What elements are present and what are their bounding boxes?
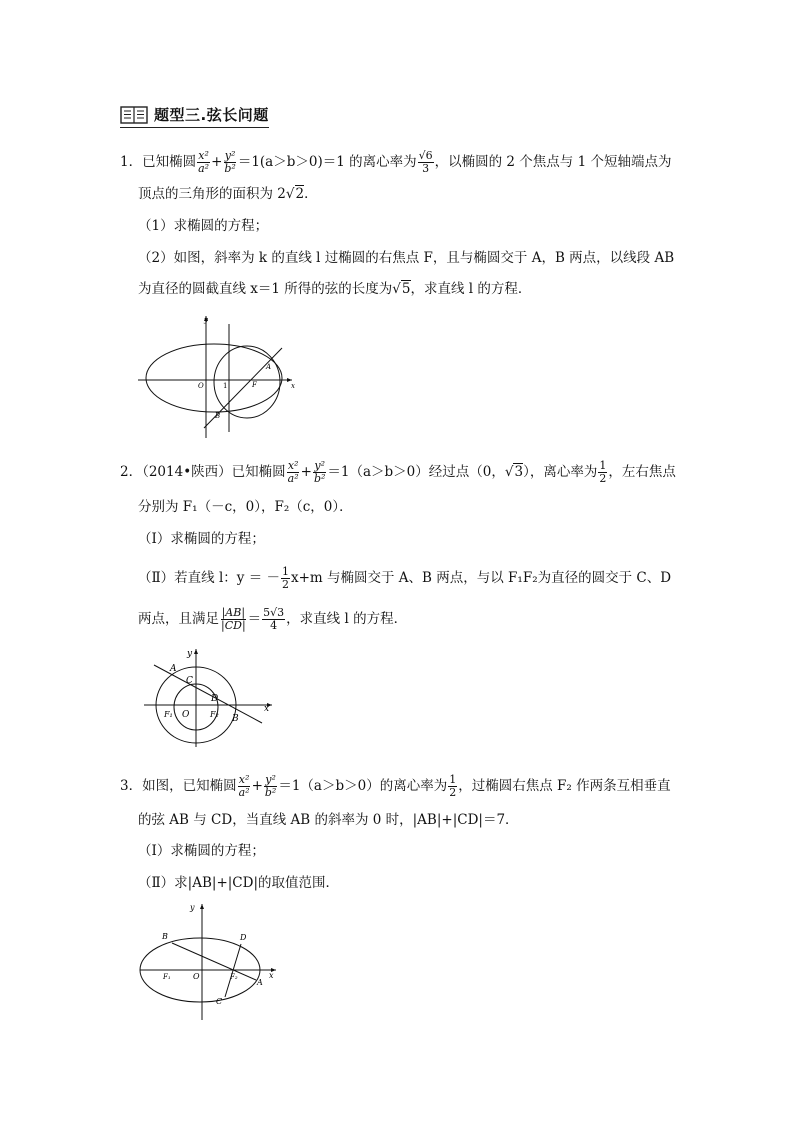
problem-text: （2014•陕西）已知椭圆 [142, 464, 286, 480]
fraction-numerator: 1 [282, 565, 289, 578]
problem-3-line-1 [120, 774, 671, 799]
fraction [287, 460, 300, 485]
fraction-denominator: 2 [449, 786, 457, 799]
problem-text: ＝1（a＞b＞0）经过点（0， [327, 464, 505, 480]
plus-sign: + [251, 778, 263, 794]
eccentricity-fraction [598, 460, 607, 485]
problem-text: 顶点的三角形的面积为 2 [138, 186, 286, 202]
label-origin: O [198, 382, 204, 390]
label-f2: F₂ [230, 973, 238, 981]
problem-text: ，以椭圆的 2 个焦点与 1 个短轴端点为 [434, 154, 672, 170]
problem-text: ，求直线 l 的方程． [410, 281, 532, 297]
problem-text: ． [304, 186, 318, 202]
label-y: y [204, 316, 208, 324]
fraction-numerator: √6 [418, 149, 433, 162]
label-b: B [232, 714, 239, 724]
problem-1-line-2 [138, 184, 318, 204]
label-y: y [187, 649, 193, 659]
problem-text: x+m 与椭圆交于 A、B 两点，与以 F₁F₂为直径的圆交于 C、D [291, 570, 672, 586]
label-d: D [211, 694, 219, 704]
sqrt-symbol: √ [285, 186, 295, 202]
fraction-numerator: y² [314, 459, 325, 472]
eccentricity-fraction [448, 774, 457, 799]
label-origin: O [182, 710, 190, 720]
fraction-numerator: 1 [449, 773, 457, 786]
problem-text: 为直径的圆截直线 x＝1 所得的弦的长度为 [138, 281, 393, 297]
fraction-denominator: b² [224, 162, 236, 175]
problem-number: 2． [120, 464, 143, 480]
fraction-denominator: a² [238, 786, 250, 799]
fraction-denominator: b² [313, 472, 326, 485]
fraction-denominator: a² [287, 472, 299, 485]
label-x: x [291, 382, 295, 390]
fraction-numerator: 5√3 [263, 606, 285, 619]
fraction-numerator: |AB| [221, 606, 246, 619]
problem-2-line-2: 分别为 F₁（－c，0），F₂（c，0）． [138, 499, 353, 515]
slope-fraction [281, 566, 290, 591]
problem-2-part-1: （Ⅰ）求椭圆的方程； [138, 531, 265, 547]
problem-1-line-1 [120, 150, 671, 175]
problem-2-line-1 [120, 460, 676, 485]
problem-2-part-2-line-2 [138, 607, 407, 632]
label-c: C [186, 676, 193, 686]
figure-1 [132, 312, 302, 440]
fraction-denominator: b² [264, 786, 277, 799]
problem-text: 如图，已知椭圆 [142, 778, 237, 794]
problem-text: ），离心率为 [523, 464, 598, 480]
label-a: A [266, 363, 272, 371]
radicand: 3 [514, 464, 524, 480]
problem-1-part-1: （1）求椭圆的方程； [138, 218, 269, 234]
fraction-numerator: y² [224, 149, 236, 162]
y-axis-arrow [200, 904, 204, 909]
label-b: B [162, 932, 168, 941]
fraction [223, 150, 236, 175]
problem-3-part-2: （Ⅱ）求|AB|+|CD|的取值范围． [138, 875, 340, 891]
label-one: 1 [223, 382, 228, 390]
problem-3-part-1: （Ⅰ）求椭圆的方程； [138, 843, 265, 859]
problem-2-part-2-line-1 [138, 566, 671, 591]
plus-sign: + [300, 464, 312, 480]
radicand: 2 [295, 186, 305, 202]
chord-ab [172, 943, 256, 980]
plus-sign: + [211, 154, 223, 170]
label-y: y [190, 903, 195, 912]
radicand: 5 [401, 281, 411, 297]
fraction-numerator: 1 [599, 459, 607, 472]
problem-1-part-2-line-1: （2）如图，斜率为 k 的直线 l 过椭圆的右焦点 F，且与椭圆交于 A，B 两点，以线段 AB [138, 250, 675, 266]
problem-text: ＝1(a＞b＞0)＝1 的离心率为 [237, 154, 417, 170]
label-f1: F₁ [164, 710, 173, 719]
y-axis-arrow [194, 649, 198, 654]
label-f2: F₂ [210, 710, 219, 719]
problem-text: ＝ [247, 611, 262, 627]
problem-text: ，左右焦点 [608, 464, 676, 480]
fraction [264, 774, 277, 799]
label-d: D [240, 933, 247, 942]
fraction-numerator: y² [265, 773, 276, 786]
fraction [313, 460, 326, 485]
label-c: C [216, 997, 223, 1006]
problem-3-line-2: 的弦 AB 与 CD，当直线 AB 的斜率为 0 时，|AB|+|CD|＝7． [138, 812, 519, 828]
section-title: 题型三.弦长问题 [154, 106, 269, 124]
fraction-numerator: x² [287, 459, 299, 472]
problem-1-part-2-line-2 [138, 279, 531, 299]
figure-2 [140, 645, 280, 749]
label-x: x [264, 704, 270, 714]
fraction-denominator: a² [198, 162, 210, 175]
problem-text: （Ⅱ）若直线 l：y ＝ － [138, 570, 280, 586]
fraction-denominator: 2 [599, 472, 607, 485]
label-a: A [257, 978, 263, 987]
label-f: F [252, 381, 257, 389]
fraction-numerator: x² [238, 773, 250, 786]
sqrt-symbol: √ [392, 281, 401, 297]
label-x: x [269, 971, 274, 980]
ratio-fraction [220, 607, 247, 632]
figure-3 [136, 900, 286, 1022]
problem-text: ，过椭圆右焦点 F₂ 作两条互相垂直 [458, 778, 671, 794]
problem-text: 已知椭圆 [142, 154, 197, 170]
book-icon [120, 106, 148, 124]
problem-text: 两点，且满足 [138, 611, 219, 627]
label-a: A [170, 664, 177, 674]
problem-text: ，求直线 l 的方程． [286, 611, 408, 627]
fraction-denominator: 2 [282, 578, 289, 591]
fraction-denominator: 4 [270, 619, 278, 632]
problem-number: 3． [120, 778, 143, 794]
value-fraction [262, 607, 285, 632]
fraction-denominator: |CD| [221, 619, 246, 632]
fraction [238, 774, 251, 799]
label-f1: F₁ [163, 973, 171, 981]
fraction-denominator: 3 [422, 162, 430, 175]
eccentricity-fraction [418, 150, 434, 175]
problem-number: 1． [120, 154, 143, 170]
sqrt-symbol: √ [504, 464, 514, 480]
problem-text: ＝1（a＞b＞0）的离心率为 [278, 778, 448, 794]
fraction [197, 150, 210, 175]
fraction-numerator: x² [198, 149, 209, 162]
label-origin: O [193, 972, 200, 981]
section-header [120, 104, 269, 128]
label-b: B [215, 412, 221, 420]
